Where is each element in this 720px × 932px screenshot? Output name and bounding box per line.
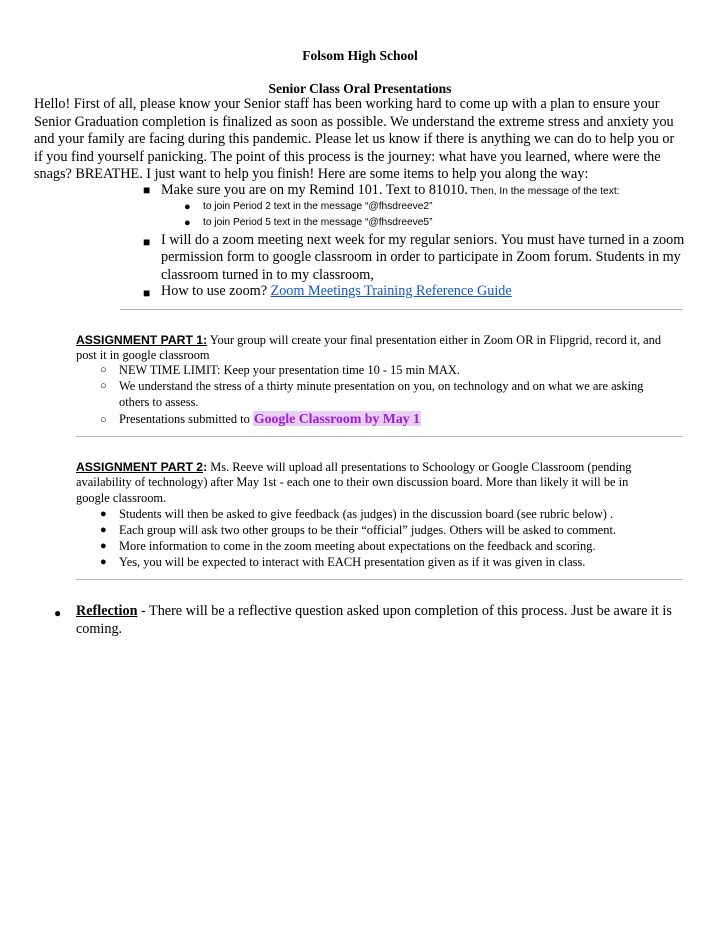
reflection-label: Reflection <box>76 603 138 619</box>
part2-text-cont: google classroom. <box>76 491 167 505</box>
school-title: Folsom High School <box>302 48 418 63</box>
intro-line: snags? BREATHE. I just want to help you finish! Here are some items to help you along the way: <box>34 166 589 183</box>
part2-text: Ms. Reeve will upload all presentations to Schoology or Google Classroom (pending <box>207 460 632 474</box>
part2-bullet: More information to come in the zoom meeting about expectations on the feedback and scoring. <box>119 539 596 553</box>
part1-bullet: We understand the stress of a thirty minute presentation on you, on technology and on what we are asking <box>119 379 644 393</box>
dot-bullet-icon: ● <box>100 524 107 536</box>
zoom-guide-link[interactable]: Zoom Meetings Training Reference Guide <box>270 283 512 299</box>
intro-paragraph <box>34 96 682 184</box>
document-subtitle: Senior Class Oral Presentations <box>268 81 452 96</box>
square-bullet-icon: ■ <box>143 183 151 197</box>
circle-bullet-icon: ○ <box>100 364 107 376</box>
dot-bullet-icon: ● <box>184 217 191 229</box>
part1-bullet-cont: others to assess. <box>119 395 199 409</box>
circle-bullet-icon: ○ <box>100 380 107 392</box>
remind-item <box>161 181 619 199</box>
zoom-line: permission form to google classroom in order to participate in Zoom forum. Students in my <box>161 249 681 266</box>
intro-line: Senior Graduation completion is finalized as soon as possible. We understand the extreme stress and anxiety you <box>34 113 674 130</box>
intro-line: Hello! First of all, please know your Senior staff has been working hard to come up with a plan to ensure your <box>34 96 660 112</box>
reflection-row <box>76 603 672 620</box>
divider <box>120 309 683 310</box>
part2-bullet: Each group will ask two other groups to be their “official” judges. Others will be asked to comment. <box>119 523 616 537</box>
zoom-line: I will do a zoom meeting next week for my regular seniors. You must have turned in a zoom <box>161 232 685 248</box>
zoom-meeting-item <box>161 232 684 284</box>
dot-bullet-icon: ● <box>100 540 107 552</box>
howto-item <box>161 283 512 300</box>
circle-bullet-icon: ○ <box>100 414 107 426</box>
zoom-line: classroom turned in to my classroom, <box>161 266 374 283</box>
dot-bullet-icon: ● <box>54 606 62 620</box>
remind-sub-item: to join Period 5 text in the message “@fhsdreeve5” <box>203 217 433 228</box>
remind-sub-item: to join Period 2 text in the message “@fhsdreeve2” <box>203 201 433 212</box>
part2-heading: ASSIGNMENT PART 2 <box>76 460 204 474</box>
dot-bullet-icon: ● <box>184 201 191 213</box>
howto-text: How to use zoom? <box>161 283 271 299</box>
part1-bullet-text: Presentations submitted to <box>119 412 253 426</box>
dot-bullet-icon: ● <box>100 508 107 520</box>
part1-text-cont: post it in google classroom <box>76 348 210 362</box>
remind-main-text: Make sure you are on my Remind 101. Text to 81010. <box>161 182 468 198</box>
reflection-text: - There will be a reflective question asked upon completion of this process. Just be aware it is <box>137 603 672 619</box>
deadline-highlight: Google Classroom by May 1 <box>253 411 420 426</box>
divider <box>76 436 683 437</box>
divider <box>76 579 683 580</box>
remind-then-text: Then, In the message of the text: <box>467 186 620 197</box>
square-bullet-icon: ■ <box>143 286 151 300</box>
part1-heading: ASSIGNMENT PART 1: <box>76 333 208 347</box>
intro-line: and your family are facing during this pandemic. Please let us know if there is anything we can do to help you or <box>34 131 675 148</box>
intro-line: if you find yourself panicking. The point of this process is the journey: what have you learned, where were the <box>34 148 661 165</box>
part1-text: Your group will create your final presentation either in Zoom OR in Flipgrid, record it, and <box>207 333 662 347</box>
part1-bullet: NEW TIME LIMIT: Keep your presentation time 10 - 15 min MAX. <box>119 363 460 377</box>
reflection-text-cont: coming. <box>76 621 123 637</box>
square-bullet-icon: ■ <box>143 235 151 249</box>
part2-bullet: Students will then be asked to give feedback (as judges) in the discussion board (see rubric below) . <box>119 507 614 521</box>
dot-bullet-icon: ● <box>100 556 107 568</box>
part2-bullet: Yes, you will be expected to interact with EACH presentation given as if it was given in class. <box>119 555 586 569</box>
part2-text-cont: availability of technology) after May 1st - each one to their own discussion board. More than likely it will be in <box>76 475 629 489</box>
part2-colon: : <box>203 460 208 474</box>
part1-bullet-deadline <box>119 411 421 428</box>
